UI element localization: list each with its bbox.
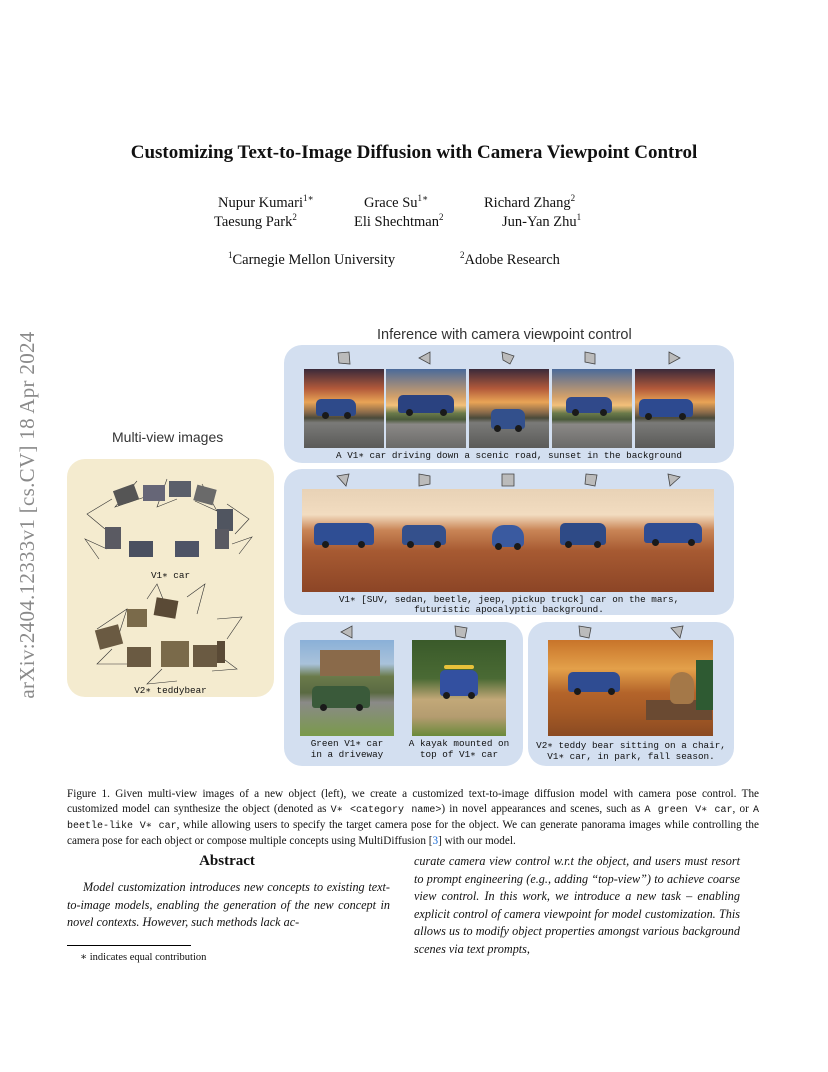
generated-image-4: [552, 369, 632, 448]
generated-image-5: [635, 369, 715, 448]
camera-pose-icon: [337, 351, 351, 365]
camera-pose-icon: [501, 473, 515, 487]
panel4-prompt-line-1: V2∗ teddy bear sitting on a chair,: [536, 740, 726, 751]
camera-pose-icon: [418, 351, 432, 365]
camera-pose-icon: [667, 351, 681, 365]
author-4: Taesung Park$^2$: [214, 212, 297, 230]
affiliation-1: $^1$Carnegie Mellon University: [228, 250, 396, 268]
panel1-prompt: A V1∗ car driving down a scenic road, sunset in the background: [336, 450, 682, 461]
panel3-prompt-b-line-1: A kayak mounted on: [408, 738, 510, 749]
panel2-prompt-line-1: V1∗ [SUV, sedan, beetle, jeep, pickup truck] car on the mars,: [338, 594, 680, 605]
generated-image-2: [386, 369, 466, 448]
author-2: Grace $Su^{1∗}$: [364, 193, 429, 211]
camera-pose-icon: [670, 625, 684, 639]
camera-pose-icon: [584, 473, 598, 487]
figure-caption: Figure 1. Given multi-view images of a new object (left), we create a customized text-to-image diffusion model with camera pose control. The customized model can synthesize the object (denoted as V∗ <category name>) in novel appearances and scenes, such as A green V∗ car, or A beetle-like V∗ car, while allowing users to specify the target camera pose for the object. We can generate panorama images while controlling the camera pose for each object or compose multiple concepts using MultiDiffusion [3] with our model.: [67, 788, 759, 847]
author-3: Richard Zhang$^2$: [484, 193, 576, 211]
camera-pose-icon: [501, 351, 515, 365]
camera-pose-icon: [418, 473, 432, 487]
paper-title: Customizing Text-to-Image Diffusion with Camera Viewpoint Control: [130, 142, 698, 163]
multiview-label-car: V1∗ car: [150, 570, 191, 581]
panel-mars-panorama: [284, 469, 734, 615]
camera-pose-icon: [583, 351, 597, 365]
panel3-prompt-a-line-1: Green V1∗ car: [310, 738, 384, 749]
mars-panorama-image: [302, 489, 714, 592]
affiliation-2: $^2$Adobe Research: [460, 250, 560, 268]
footnote: ∗ indicates equal contribution: [80, 952, 207, 963]
abstract-right-column: curate camera view control w.r.t the object, and users must resort to prompt engineering (e.g., adding “top-view”) to achieve coarse view control. In this work, we introduce a new task – enabling explicit control of camera viewpoint for model customization. This allows us to modify object properties amongst various background scenes via text prompts,: [414, 854, 740, 956]
camera-pose-icon: [340, 625, 354, 639]
abstract-heading: Abstract: [199, 853, 255, 869]
generated-image-1: [304, 369, 384, 448]
generated-image-3: [469, 369, 549, 448]
footnote-rule: [67, 945, 191, 946]
author-5: Eli Shechtman$^2$: [354, 212, 444, 230]
camera-pose-icon: [454, 625, 468, 639]
multiview-label-teddybear: V2∗ teddybear: [134, 685, 207, 696]
camera-pose-icon: [667, 473, 681, 487]
author-1: Nupur Kumari$^{1∗}$: [218, 193, 314, 211]
panel-driveway-kayak: [284, 622, 523, 766]
panel-scenic-road: [284, 345, 734, 463]
panel2-prompt-line-2: futuristic apocalyptic background.: [414, 604, 604, 615]
camera-pose-icon: [336, 473, 350, 487]
citation-link[interactable]: 3: [432, 835, 439, 847]
panel3-prompt-a-line-2: in a driveway: [310, 749, 384, 760]
multiview-heading: Multi-view images: [112, 429, 224, 445]
inference-heading: Inference with camera viewpoint control: [377, 327, 632, 343]
author-6: Jun-Yan Zhu$^1$: [502, 212, 582, 230]
camera-pose-icon: [578, 625, 592, 639]
panel3-prompt-b-line-2: top of V1∗ car: [419, 749, 499, 760]
arxiv-side-stamp: arXiv:2404.12333v1 [cs.CV] 18 Apr 2024: [15, 331, 39, 699]
generated-image-teddy-park: [548, 640, 713, 736]
abstract-left-column: Model customization introduces new concepts to existing text-to-image models, enabling the generation of the new concept in novel contexts. However, such methods lack ac-: [67, 880, 390, 929]
generated-image-driveway: [300, 640, 394, 736]
multiview-panel: [67, 459, 274, 697]
panel4-prompt-line-2: V1∗ car, in park, fall season.: [547, 751, 715, 762]
generated-image-kayak: [412, 640, 506, 736]
panel-teddy-park: [528, 622, 734, 766]
